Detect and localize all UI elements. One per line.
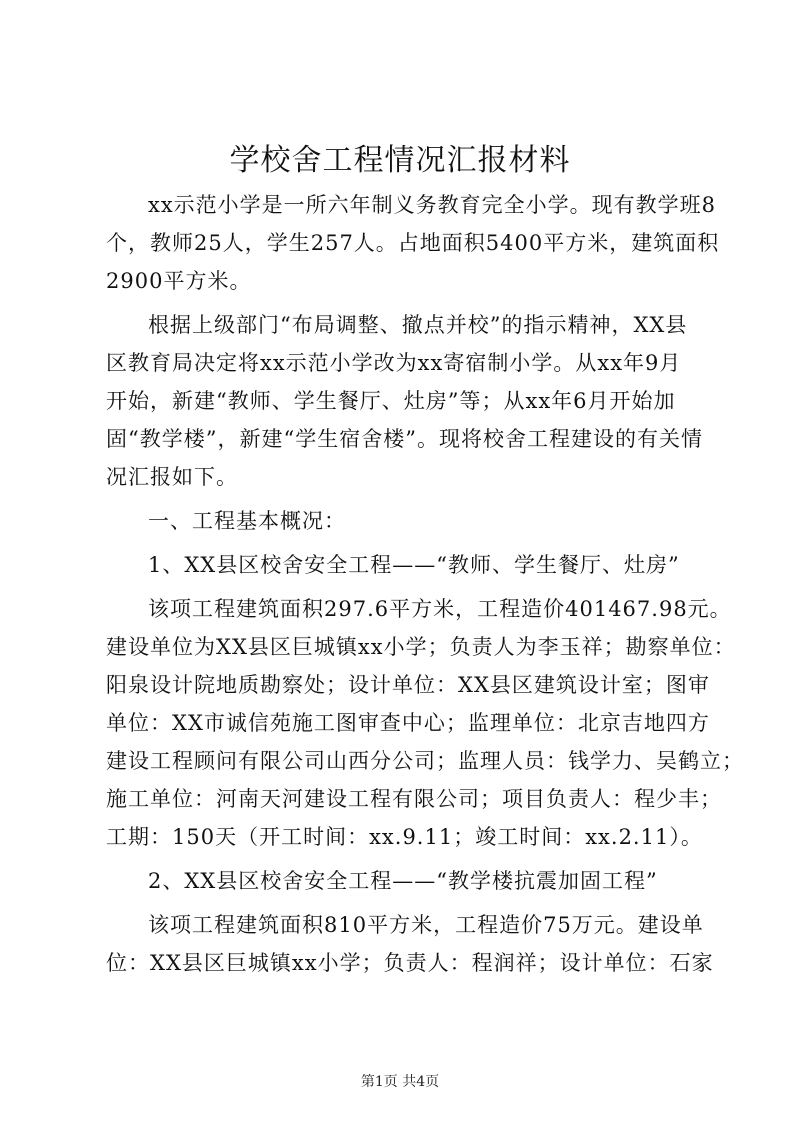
paragraph-line: 区教育局决定将xx示范小学改为xx寄宿制小学。从xx年9月 [106, 351, 682, 375]
document-title: 学校舍工程情况汇报材料 [229, 143, 571, 178]
section-heading: 一、工程基本概况： [148, 509, 346, 533]
paragraph-line: 单位：XX市诚信苑施工图审查中心；监理单位：北京吉地四方 [106, 711, 710, 735]
paragraph-line: 工期：150天（开工时间：xx.9.11；竣工时间：xx.2.11）。 [106, 825, 703, 849]
paragraph-line: 建设单位为XX县区巨城镇xx小学；负责人为李玉祥；勘察单位： [106, 635, 736, 659]
paragraph-line: 2900平方米。 [106, 269, 252, 293]
paragraph-line: 该项工程建筑面积297.6平方米，工程造价401467.98元。 [148, 597, 732, 621]
paragraph-line: 施工单位：河南天河建设工程有限公司；项目负责人：程少丰； [106, 787, 722, 811]
paragraph-line: 根据上级部门“布局调整、撤点并校”的指示精神，XX县 [148, 313, 688, 337]
subsection-heading: 2、XX县区校舍安全工程——“教学楼抗震加固工程” [148, 869, 658, 893]
document-body [106, 186, 744, 982]
paragraph-line: 该项工程建筑面积810平方米，工程造价75万元。建设单 [148, 913, 704, 937]
paragraph-line: xx示范小学是一所六年制义务教育完全小学。现有教学班8 [148, 193, 717, 217]
subsection-heading: 1、XX县区校舍安全工程——“教师、学生餐厅、灶房” [148, 553, 680, 577]
paragraph-line: 阳泉设计院地质勘察处；设计单位：XX县区建筑设计室；图审 [106, 673, 710, 697]
paragraph-line: 建设工程顾问有限公司山西分公司；监理人员：钱学力、吴鹤立； [106, 749, 744, 773]
paragraph-line: 开始，新建“教师、学生餐厅、灶房”等；从xx年6月开始加 [106, 389, 676, 413]
paragraph-line: 固“教学楼”，新建“学生宿舍楼”。现将校舍工程建设的有关情 [106, 427, 703, 451]
paragraph-line: 位：XX县区巨城镇xx小学；负责人：程润祥；设计单位：石家 [106, 951, 714, 975]
page-number: 第1页 共4页 [360, 1074, 440, 1090]
paragraph-line: 况汇报如下。 [106, 465, 238, 489]
paragraph-line: 个，教师25人，学生257人。占地面积5400平方米，建筑面积 [106, 231, 720, 255]
